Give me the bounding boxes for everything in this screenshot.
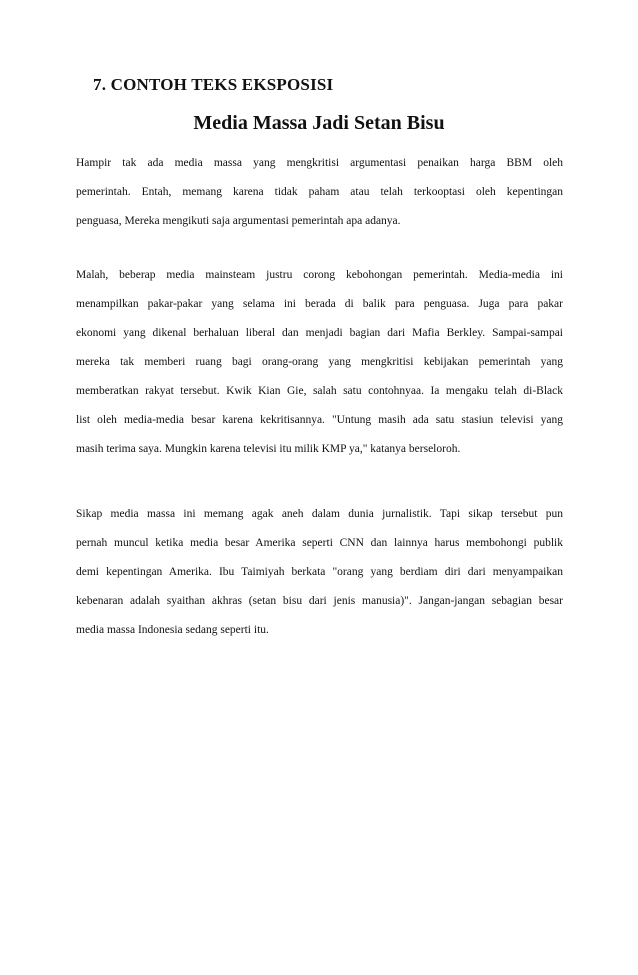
paragraph-3 <box>76 507 563 652</box>
document-title: Media Massa Jadi Setan Bisu <box>193 112 445 134</box>
paragraph-2 <box>76 268 563 471</box>
text-line: pernah muncul ketika media besar Amerika seperti CNN dan lainnya harus membohongi publik <box>76 537 563 549</box>
text-line: kebenaran adalah syaithan akhras (setan bisu dari jenis manusia)". Jangan-jangan sebagian besar <box>76 595 563 607</box>
text-line: memberatkan rakyat tersebut. Kwik Kian Gie, salah satu contohnyaa. Ia mengaku telah di-Black <box>76 385 563 397</box>
text-line: media massa Indonesia sedang seperti itu. <box>76 624 269 636</box>
text-line: Sikap media massa ini memang agak aneh dalam dunia jurnalistik. Tapi sikap tersebut pun <box>76 508 563 520</box>
text-line: demi kepentingan Amerika. Ibu Taimiyah berkata "orang yang berdiam diri dari menyampaikan <box>76 566 563 578</box>
text-line: pemerintah. Entah, memang karena tidak paham atau telah terkooptasi oleh kepentingan <box>76 186 563 198</box>
text-line: list oleh media-media besar karena kekritisannya. "Untung masih ada satu stasiun televisi yang <box>76 414 563 426</box>
section-heading: 7. CONTOH TEKS EKSPOSISI <box>93 75 334 94</box>
text-line: Hampir tak ada media massa yang mengkritisi argumentasi penaikan harga BBM oleh <box>76 157 563 169</box>
text-line: Malah, beberap media mainsteam justru corong kebohongan pemerintah. Media-media ini <box>76 269 563 281</box>
text-line: mereka tak memberi ruang bagi orang-orang yang mengkritisi kebijakan pemerintah yang <box>76 356 563 368</box>
text-line: masih terima saya. Mungkin karena televisi itu milik KMP ya," katanya berseloroh. <box>76 443 461 455</box>
text-line: menampilkan pakar-pakar yang selama ini berada di balik para penguasa. Juga para pakar <box>76 298 563 310</box>
paragraph-1 <box>76 156 563 243</box>
text-line: ekonomi yang dikenal berhaluan liberal dan menjadi bagian dari Mafia Berkley. Sampai-sampai <box>76 327 563 339</box>
text-line: penguasa, Mereka mengikuti saja argumentasi pemerintah apa adanya. <box>76 215 401 227</box>
